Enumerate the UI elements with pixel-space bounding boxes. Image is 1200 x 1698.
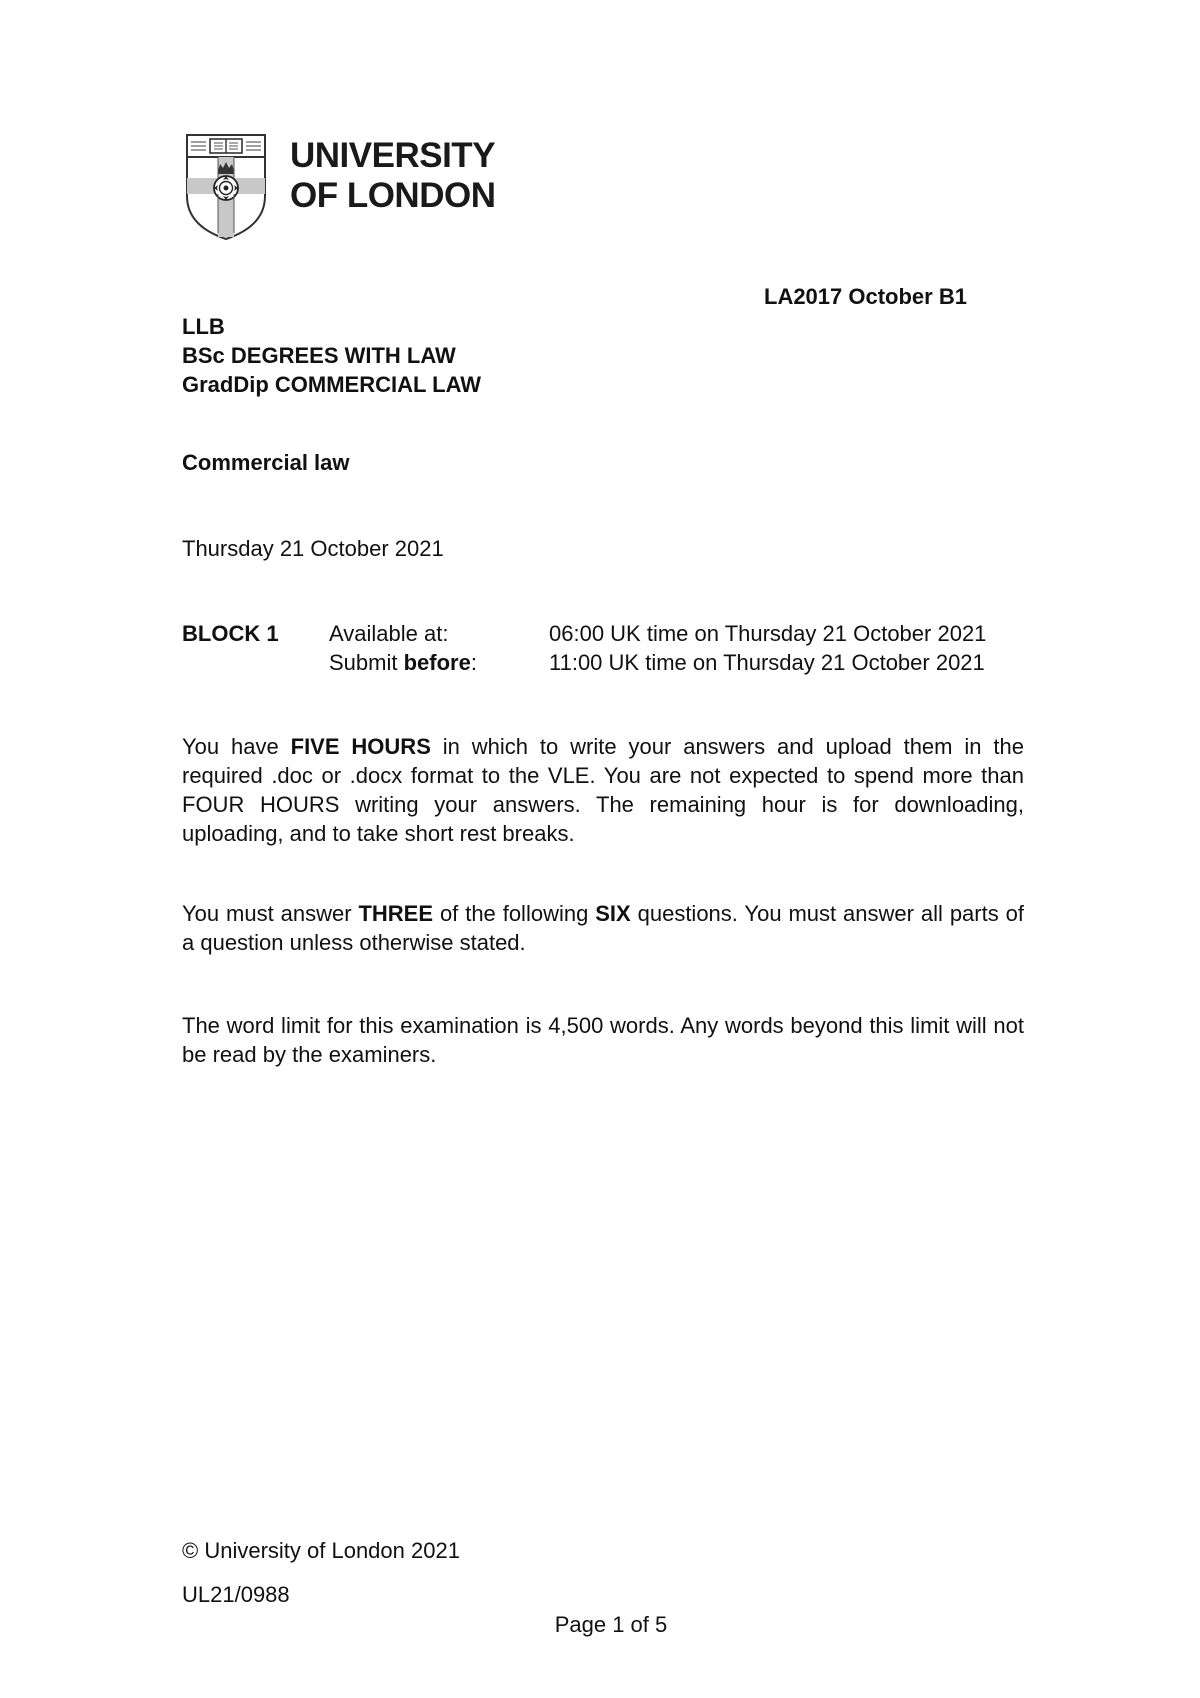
logo-line-1: UNIVERSITY (290, 136, 496, 175)
available-label: Available at: (329, 621, 449, 646)
instruction-text: You must answer (182, 901, 359, 926)
instruction-emphasis: SIX (595, 901, 631, 926)
university-logo (186, 134, 495, 240)
instruction-text: in which to write your answers and upload them in the required .doc or .docx format to the VLE. You are not expected to spend more than FOUR HOURS writing your answers. The remaining hour is for downloading, uploading, and to take short rest breaks. (182, 734, 1024, 846)
instruction-text: You have (182, 734, 291, 759)
degree-item: GradDip COMMERCIAL LAW (182, 372, 482, 397)
instruction-time (182, 732, 1024, 848)
submit-label-suffix: : (470, 650, 477, 675)
block-available-row (182, 619, 1032, 648)
submit-label-prefix: Submit (329, 650, 404, 675)
block-label: BLOCK 1 (182, 621, 279, 646)
degree-item: LLB (182, 314, 225, 339)
submit-value: 11:00 UK time on Thursday 21 October 2021 (549, 650, 985, 675)
exam-reference: LA2017 October B1 (764, 284, 967, 309)
page-number-text: Page 1 of 5 (554, 1612, 668, 1637)
available-value: 06:00 UK time on Thursday 21 October 2021 (549, 621, 987, 646)
instruction-text: of the following (433, 901, 596, 926)
university-crest-icon (186, 134, 266, 240)
submit-label-bold: before (403, 650, 471, 675)
instruction-text: questions. You must answer all parts of a question unless otherwise stated. (182, 901, 1024, 955)
degree-list (182, 312, 481, 399)
logo-line-2: OF LONDON (290, 176, 496, 215)
exam-date: Thursday 21 October 2021 (182, 536, 444, 561)
course-title: Commercial law (182, 450, 350, 475)
logo-wordmark (290, 136, 495, 216)
instruction-questions (182, 899, 1024, 957)
block-schedule (182, 619, 1032, 677)
instruction-emphasis: FIVE HOURS (290, 734, 431, 759)
copyright-notice: © University of London 2021 (182, 1538, 460, 1563)
degree-item: BSc DEGREES WITH LAW (182, 343, 456, 368)
instruction-emphasis: THREE (358, 901, 434, 926)
submit-label (329, 648, 477, 677)
instruction-word-limit: The word limit for this examination is 4,500 words. Any words beyond this limit will not be read by the examiners. (182, 1013, 1024, 1067)
document-code: UL21/0988 (182, 1582, 290, 1607)
page-number (0, 1612, 1200, 1638)
block-submit-row (182, 648, 1032, 677)
